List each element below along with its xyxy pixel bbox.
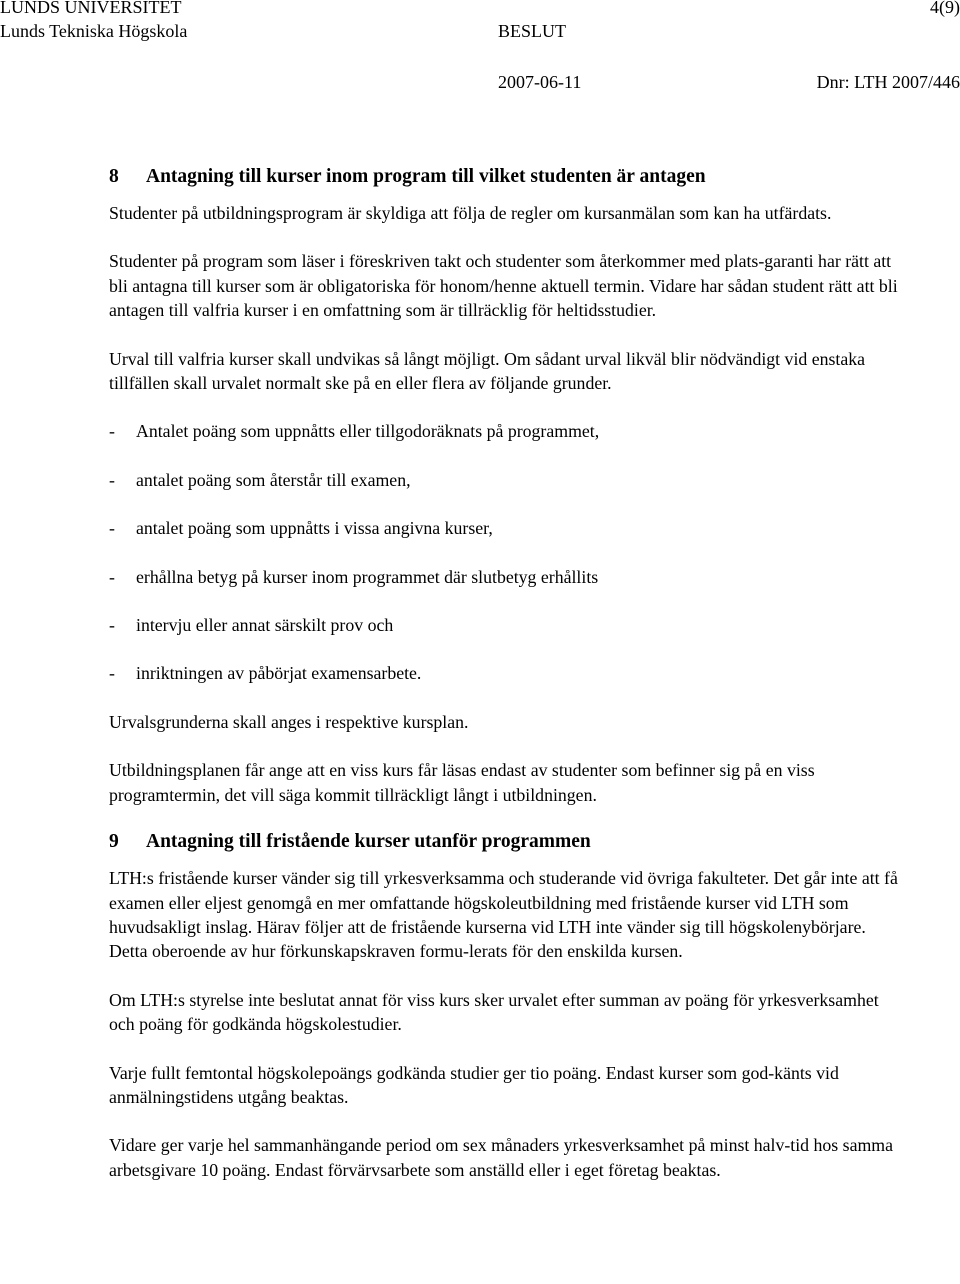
section-title: Antagning till fristående kurser utanför programmen	[146, 831, 591, 853]
section-number: 8	[109, 166, 119, 187]
paragraph: Vidare ger varje hel sammanhängande period om sex månaders yrkesverksamhet på minst halv-tid hos samma arbetsgivare 10 poäng. Endast förvärvsarbete som anställd eller i eget företag beaktas.	[109, 1135, 894, 1180]
list-item-text: Antalet poäng som uppnåtts eller tillgodoräknats på programmet,	[136, 421, 600, 442]
section-9-heading	[109, 829, 899, 855]
paragraph: Urval till valfria kurser skall undvikas så långt möjligt. Om sådant urval likväl blir nödvändigt vid enstaka tillfällen skall urvalet normalt ske på en eller flera av följande grunder.	[109, 348, 866, 394]
list-item-text: erhållna betyg på kurser inom programmet där slutbetyg erhållits	[136, 566, 599, 587]
list-item-text: antalet poäng som uppnåtts i vissa angivna kurser,	[136, 518, 493, 539]
list-item	[109, 613, 899, 637]
paragraph: Studenter på utbildningsprogram är skyldiga att följa de regler om kursanmälan som kan ha utfärdats.	[109, 203, 832, 223]
section-8-heading	[109, 164, 899, 190]
list-marker: -	[109, 663, 115, 684]
section-title: Antagning till kurser inom program till vilket studenten är antagen	[146, 166, 706, 187]
document-type: BESLUT	[498, 21, 567, 41]
paragraph: Utbildningsplanen får ange att en viss kurs får läsas endast av studenter som befinner sig på en viss programtermin, det vill säga kommit tillräckligt långt i utbildningen.	[109, 760, 815, 805]
paragraph: Om LTH:s styrelse inte beslutat annat för viss kurs sker urvalet efter summan av poäng för yrkesverksamhet och poäng för godkända högskolestudier.	[109, 989, 879, 1035]
section-number: 9	[109, 831, 119, 853]
list-item	[109, 661, 899, 685]
list-item	[109, 468, 899, 492]
list-marker: -	[109, 421, 115, 442]
list-marker: -	[109, 518, 115, 539]
list-marker: -	[109, 469, 115, 490]
university-name: LUNDS UNIVERSITET	[0, 0, 182, 17]
list-item	[109, 565, 899, 589]
list-item-text: antalet poäng som återstår till examen,	[136, 469, 411, 490]
paragraph: Varje fullt femtontal högskolepoängs godkända studier ger tio poäng. Endast kurser som god-känts vid anmälningstidens utgång beaktas.	[109, 1062, 839, 1107]
paragraph: LTH:s fristående kurser vänder sig till yrkesverksamma och studerande vid övriga fakulteter. Det går inte att få examen eller eljest genomgå en mer omfattande högskoleutbildning med fristående kurser vid LTH som huvudsakligt inslag. Härav följer att de fristående kurserna vid LTH inte vänder sig till högskolenybörjare. Detta oberoende av hur förkunskapskraven formu-lerats för den enskilda kursen.	[109, 868, 898, 962]
document-reference: Dnr: LTH 2007/446	[816, 72, 960, 92]
paragraph: Studenter på program som läser i föreskriven takt och studenter som återkommer med plats-garanti har rätt att bli antagna till kurser som är obligatoriska för honom/henne aktuell termin. Vidare har sådan student rätt att bli antagen till valfria kurser i en omfattning som är tillräcklig för heltidsstudier.	[109, 251, 898, 321]
list-item-text: intervju eller annat särskilt prov och	[136, 615, 394, 636]
faculty-name: Lunds Tekniska Högskola	[0, 21, 188, 41]
page-number: 4(9)	[930, 0, 960, 17]
criteria-list	[109, 419, 899, 685]
list-item-text: inriktningen av påbörjat examensarbete.	[136, 663, 422, 684]
list-item	[109, 516, 899, 540]
list-marker: -	[109, 615, 115, 636]
document-date: 2007-06-11	[498, 72, 582, 92]
list-item	[109, 419, 899, 443]
list-marker: -	[109, 566, 115, 587]
document-body	[109, 164, 899, 1182]
paragraph: Urvalsgrunderna skall anges i respektive kursplan.	[109, 711, 469, 732]
